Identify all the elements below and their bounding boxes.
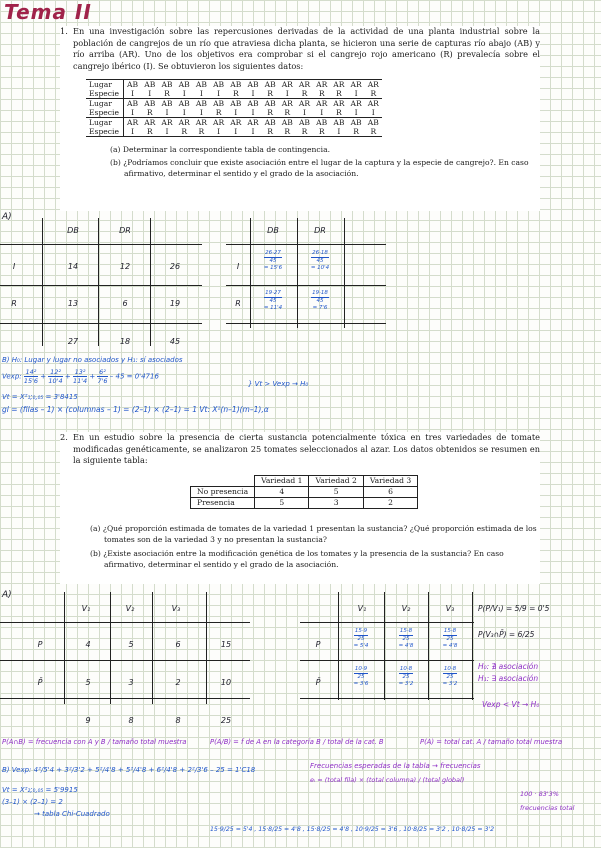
capture-table-cell: R [370, 89, 377, 98]
capture-table-cell: R [336, 108, 342, 117]
total-v1: 9 [85, 716, 91, 725]
capture-table-cell: AR [330, 80, 347, 90]
vexp-line: Vexp: $\frac{\text{14²}}{15'6}$ + $\frac{\text{12²}}{10'4}$ + $\frac{\text{13²}}{11'4}$ + $\frac{\text{6²}}{7'6}$ – 45 = 0'4716 [2, 368, 159, 385]
capture-table-cell: AR [348, 99, 365, 109]
capture-table-cell: R [279, 127, 296, 137]
capture-table-cell: I [165, 108, 169, 117]
total-v3: 8 [175, 716, 181, 725]
capture-table-cell: I [131, 89, 135, 98]
tomato-table-header-cell [191, 475, 255, 486]
cell-p-v2: 5 [128, 640, 134, 649]
capture-table-cell: I [371, 108, 375, 117]
capture-table-cell: I [199, 108, 203, 117]
capture-table-cell: AB [193, 80, 210, 90]
cell-p-v1: 4 [85, 640, 91, 649]
definition-conditional: P(A/B) = f de A en la categoría B / total de la cat. B [210, 738, 384, 746]
capture-table-row [86, 80, 382, 90]
capture-table-cell: AR [158, 118, 175, 128]
capture-table-cell: R [267, 89, 273, 98]
capture-table-cell: AB [244, 99, 261, 109]
exp-col-db: DB [267, 226, 279, 235]
capture-table-cell: AB [176, 80, 193, 90]
tomato-table-header-cell: Variedad 1 [255, 475, 309, 486]
capture-table-cell: AR [210, 118, 227, 128]
cell-p-total: 15 [220, 640, 232, 649]
capture-table-cell: AB [244, 80, 261, 90]
page-title: Tema II [4, 0, 92, 24]
capture-table-cell: R [146, 108, 153, 117]
exp-i-db: $\frac{26\cdot 27}{45}$ = 15'6 [263, 250, 283, 271]
row-r: R [11, 299, 17, 308]
problem-1-sub-a: (a) Determinar la correspondiente tabla de contingencia. [110, 145, 331, 154]
capture-table-cell: AB [262, 118, 279, 128]
capture-table-cell: I [148, 89, 152, 98]
cell-p-v3: 6 [175, 640, 181, 649]
capture-table-cell: I [123, 127, 141, 137]
capture-table-cell: AB [193, 99, 210, 109]
tomato-table-cell: 4 [255, 486, 309, 497]
problem-2-sub-b: (b) ¿Existe asociación entre la modificación genética de los tomates y la presencia de la sustancia? En caso afirmativo, determinar el sentido y el grado de la asociación. [90, 548, 504, 569]
cell-i-db: 14 [67, 262, 79, 271]
definition-intersection: P(A∩B) = frecuencia con A y B / tamaño total muestra [2, 738, 187, 746]
hypothesis-line: B) H₀: Lugar y lugar no asociados y H₁: sí asociados [2, 356, 183, 364]
pct-note: 100 · 83'3% [520, 790, 559, 798]
capture-table-cell: AB [158, 80, 175, 90]
exp-p-v3: $\frac{15\cdot 8}{25}$ = 4'8 [442, 628, 458, 649]
capture-table-cell: AB [227, 99, 244, 109]
tomato-table-header-cell: Variedad 3 [363, 475, 417, 486]
col-db: DB [67, 226, 79, 235]
capture-table-cell: I [251, 89, 255, 98]
capture-table-cell: R [232, 89, 239, 98]
exp-p-v2: $\frac{15\cdot 8}{25}$ = 4'8 [398, 628, 414, 649]
capture-table-cell: AR [296, 80, 313, 90]
capture-table-cell: I [158, 127, 175, 137]
row-p: P [37, 640, 43, 649]
prop-answer-2: P(V₃∩P̄) = 6/25 [478, 630, 535, 639]
exp-i-dr: $\frac{26\cdot 18}{45}$ = 10'4 [310, 250, 330, 271]
problem-1-number: 1. [60, 26, 68, 36]
capture-table-cell: AB [227, 80, 244, 90]
capture-table-cell: R [348, 127, 365, 137]
capture-table-cell: AR [279, 80, 296, 90]
capture-table-cell: I [227, 127, 244, 137]
tomato-data-table [190, 475, 418, 509]
capture-table-cell: AR [296, 99, 313, 109]
exp-row-i: I [236, 262, 240, 271]
bottom-fractions: 15·9/25 = 5'4 , 15·8/25 = 4'8 , 15·8/25 = 4'8 , 10·9/25 = 3'6 , 10·8/25 = 3'2 , 10·8/25 = 3'2 [210, 826, 495, 833]
col-v1: V₁ [81, 604, 91, 613]
cell-r-total: 19 [169, 299, 181, 308]
cell-r-dr: 6 [122, 299, 128, 308]
capture-table-cell: I [320, 108, 324, 117]
capture-table-cell: AB [296, 118, 313, 128]
exp-row-p: P [315, 640, 321, 649]
capture-table-cell: I [210, 127, 227, 137]
capture-table-row [86, 127, 382, 137]
capture-table-cell: AB [210, 99, 227, 109]
vexp-2: B) Vexp: 4²/5'4 + 3²/3'2 + 5²/4'8 + 5²/4'8 + 6²/4'8 + 2²/3'6 – 25 = 1'C18 [2, 766, 256, 774]
cell-np-v1: 5 [85, 678, 91, 687]
capture-table-cell: AR [176, 118, 193, 128]
capture-table-cell: I [244, 127, 261, 137]
capture-table-cell: AR [365, 99, 382, 109]
row-i: I [12, 262, 16, 271]
capture-table-row [86, 99, 382, 109]
tomato-table-header [191, 475, 418, 486]
gl-2: (3–1) × (2–1) = 2 [2, 798, 63, 806]
freq-formula: eᵢ = (total fila) × (total columna) / (total global) [310, 776, 465, 784]
capture-table-label: Lugar [86, 99, 123, 109]
capture-table-cell: AR [313, 80, 330, 90]
exp-col-v2: V₂ [401, 604, 411, 613]
capture-table-label: Lugar [86, 80, 123, 90]
capture-table-cell: AR [279, 99, 296, 109]
exp-np-v2: $\frac{10\cdot 8}{25}$ = 3'2 [398, 666, 414, 687]
tomato-table-cell: 5 [309, 486, 363, 497]
problem-2-number: 2. [60, 432, 68, 442]
exp-col-v1: V₁ [357, 604, 367, 613]
capture-table-cell: R [193, 127, 210, 137]
capture-table-cell: I [182, 89, 186, 98]
freq-total: frecuencias total [520, 804, 575, 812]
capture-table-cell: AB [123, 99, 141, 109]
capture-table-cell: AB [313, 118, 330, 128]
h0-statement: H₀: ∄ asociación [478, 662, 539, 671]
tomato-table-cell: 6 [363, 486, 417, 497]
capture-table-cell: I [354, 108, 358, 117]
capture-table-cell: R [176, 127, 193, 137]
capture-table-cell: AR [313, 99, 330, 109]
col-v3: V₃ [171, 604, 181, 613]
tomato-table-cell: Presencia [191, 497, 255, 508]
total-v2: 8 [128, 716, 134, 725]
capture-table-cell: AB [262, 99, 279, 109]
capture-table-row [86, 108, 382, 118]
capture-table-cell: I [234, 108, 238, 117]
exp-p-v1: $\frac{15\cdot 9}{25}$ = 5'4 [353, 628, 369, 649]
exp-col-v3: V₃ [445, 604, 455, 613]
cell-np-v2: 3 [128, 678, 134, 687]
h1-statement: H₁: ∃ asociación [478, 674, 539, 683]
capture-table-cell: AB [176, 99, 193, 109]
exp-col-dr: DR [314, 226, 326, 235]
row-np: P̄ [37, 678, 43, 687]
capture-table-cell: I [199, 89, 203, 98]
definition-marginal: P(A) = total cat. A / tamaño total muestra [420, 738, 563, 746]
capture-table-label: Lugar [86, 118, 123, 128]
capture-table-cell: AR [227, 118, 244, 128]
capture-table-cell: AR [330, 99, 347, 109]
conclusion-1: } Vt > Vexp → H₀ [248, 380, 309, 388]
capture-table-row [86, 118, 382, 128]
tomato-table-cell: No presencia [191, 486, 255, 497]
capture-table-cell: R [318, 89, 325, 98]
exp-row-r: R [235, 299, 241, 308]
capture-table-row [86, 89, 382, 99]
vt-line: Vt = X²₁;₀,₀₅ = 3'8415 [2, 393, 78, 401]
notes-1-label-a: A) [2, 212, 12, 222]
prop-answer-1: P(P/V₁) = 5/9 = 0'5 [478, 604, 550, 613]
col-v2: V₂ [125, 604, 135, 613]
capture-table-cell: AB [262, 80, 279, 90]
cell-np-v3: 2 [175, 678, 181, 687]
capture-table-cell: AR [193, 118, 210, 128]
problem-2-sub-a: (a) ¿Qué proporción estimada de tomates de la variedad 1 presentan la sustancia? ¿Qué proporción estimada de los tomates son de la variedad 3 y no presentan la sustancia? [90, 523, 537, 544]
freq-note: Frecuencias esperadas de la tabla → frecuencias [310, 762, 481, 770]
capture-table-cell: I [330, 127, 347, 137]
capture-table-cell: I [285, 89, 289, 98]
notes-2-label-a: A) [2, 590, 12, 600]
capture-table-cell: R [267, 108, 273, 117]
capture-table-cell: R [336, 89, 342, 98]
cell-i-dr: 12 [119, 262, 131, 271]
grand-total: 25 [220, 716, 232, 725]
exp-r-dr: $\frac{19\cdot 18}{45}$ = 7'6 [312, 290, 328, 311]
capture-table-cell: R [296, 127, 313, 137]
problem-2 [60, 432, 540, 584]
capture-table-cell: AB [141, 80, 158, 90]
gl-line: gl = (filas – 1) × (columnas – 1) = (2–1) × (2–1) = 1 Vt: X²(n–1)(m–1),α [2, 405, 269, 414]
capture-table-cell: AB [141, 99, 158, 109]
capture-table-cell: R [164, 89, 170, 98]
exp-r-db: $\frac{19\cdot 27}{45}$ = 11'4 [263, 290, 283, 311]
exp-np-v1: $\frac{10\cdot 9}{25}$ = 3'6 [353, 666, 369, 687]
exp-np-v3: $\frac{10\cdot 8}{25}$ = 3'2 [442, 666, 458, 687]
capture-table-label: Especie [86, 127, 123, 137]
capture-table-cell: AR [365, 80, 382, 90]
capture-table-cell: AB [210, 80, 227, 90]
capture-table-cell: R [262, 127, 279, 137]
conclusion-2: Vexp < Vt → H₀ [482, 700, 540, 709]
problem-2-text: En un estudio sobre la presencia de cierta sustancia potencialmente tóxica en tres variedades de tomate modificadas genéticamente, se analizaron 25 tomates seleccionados al azar. Los datos obtenidos se resumen en la siguiente tabla: [73, 432, 540, 465]
capture-table-cell: AB [348, 118, 365, 128]
cell-total: 45 [169, 337, 181, 346]
capture-table-cell: AR [348, 80, 365, 90]
capture-table-cell: R [141, 127, 158, 137]
capture-table-cell: I [131, 108, 135, 117]
capture-table-cell: R [284, 108, 291, 117]
capture-table-cell: AB [279, 118, 296, 128]
chi-note: → tabla Chi-Cuadrado [34, 810, 110, 818]
tomato-table-row [191, 497, 418, 508]
capture-table-cell: I [354, 89, 358, 98]
capture-table-cell: I [217, 89, 221, 98]
capture-table-cell: AB [365, 118, 382, 128]
capture-table-cell: I [302, 108, 306, 117]
tomato-table-cell: 3 [309, 497, 363, 508]
capture-table-cell: AR [141, 118, 158, 128]
capture-data-table [86, 79, 382, 137]
capture-table-cell: R [301, 89, 308, 98]
capture-table-label: Especie [86, 89, 123, 99]
capture-table-cell: I [251, 108, 255, 117]
tomato-table-header-cell: Variedad 2 [309, 475, 363, 486]
problem-1-text: En una investigación sobre las repercusiones derivadas de la actividad de una planta industrial sobre la población de cangrejos de un río que atraviesa dicha planta, se hicieron una serie de capturas río abajo (AB) y río arriba (AR). Uno de los objetivos era comprobar si el cangrejo rojo americano (R) prevalecía sobre el cangrejo ibérico (I). Se obtuvieron los siguientes datos: [73, 26, 540, 71]
cell-total-db: 27 [67, 337, 79, 346]
vt-2: Vt = X²₂;₀,₀₅ = 5'9915 [2, 786, 78, 794]
capture-table-cell: AR [244, 118, 261, 128]
capture-table-cell: AB [123, 80, 141, 90]
exp-row-np: P̄ [315, 678, 321, 687]
capture-table-cell: AR [123, 118, 141, 128]
capture-table-cell: R [215, 108, 222, 117]
capture-table-cell: AB [330, 118, 347, 128]
cell-r-db: 13 [67, 299, 79, 308]
tomato-table-cell: 5 [255, 497, 309, 508]
capture-table-label: Especie [86, 108, 123, 118]
problem-1-sub-b: (b) ¿Podríamos concluir que existe asociación entre el lugar de la captura y la especie de cangrejo?. En caso afirmativo, determinar el sentido y el grado de la asociación. [110, 158, 529, 178]
cell-i-total: 26 [169, 262, 181, 271]
cell-np-total: 10 [220, 678, 232, 687]
problem-1 [60, 26, 540, 211]
capture-table-cell: R [365, 127, 382, 137]
cell-total-dr: 18 [119, 337, 131, 346]
tomato-table-cell: 2 [363, 497, 417, 508]
tomato-table-row [191, 486, 418, 497]
col-dr: DR [119, 226, 131, 235]
capture-table-cell: I [182, 108, 186, 117]
capture-table-cell: AB [158, 99, 175, 109]
capture-table-cell: R [313, 127, 330, 137]
